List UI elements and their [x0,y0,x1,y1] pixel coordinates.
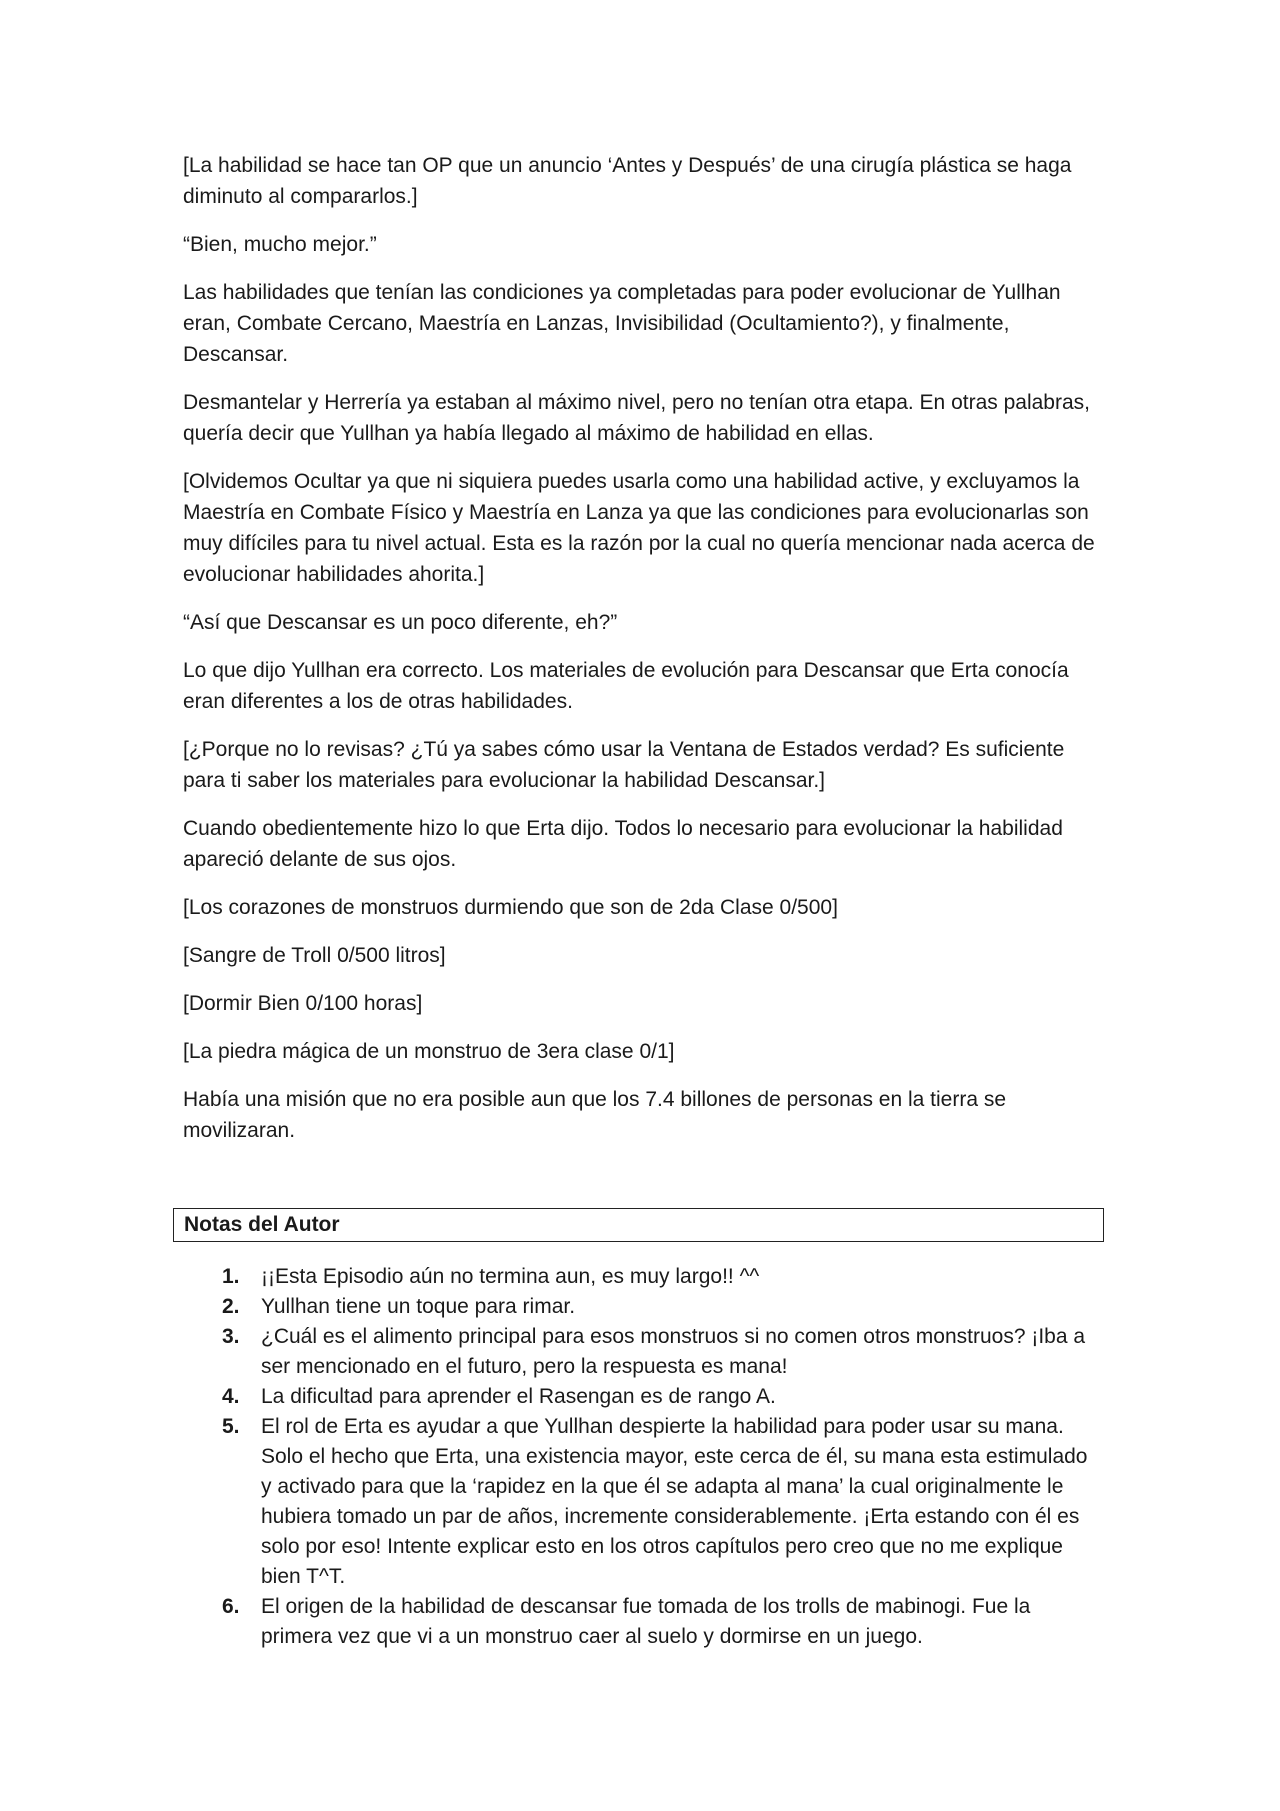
author-notes-list [222,1262,1102,1652]
list-item-text: ¡¡Esta Episodio aún no termina aun, es muy largo!! ^^ [261,1265,760,1288]
paragraph: [La habilidad se hace tan OP que un anuncio ‘Antes y Después’ de una cirugía plástica se haga diminuto al compararlos.] [183,154,1072,208]
list-item [222,1412,1102,1592]
list-number: 2. [222,1295,240,1318]
list-item [222,1262,1102,1292]
list-number: 6. [222,1595,240,1618]
paragraph: [¿Porque no lo revisas? ¿Tú ya sabes cómo usar la Ventana de Estados verdad? Es suficiente para ti saber los materiales para evolucionar la habilidad Descansar.] [183,738,1065,792]
list-number: 1. [222,1265,240,1288]
paragraph: Las habilidades que tenían las condiciones ya completadas para poder evolucionar de Yullhan eran, Combate Cercano, Maestría en Lanzas, Invisibilidad (Ocultamiento?), y finalmente, Descansar. [183,281,1061,366]
list-item-text: La dificultad para aprender el Rasengan es de rango A. [261,1385,776,1408]
paragraph: [Olvidemos Ocultar ya que ni siquiera puedes usarla como una habilidad active, y excluyamos la Maestría en Combate Físico y Maestría en Lanza ya que las condiciones para evolucionarlas son muy difíciles para tu nivel actual. Esta es la razón por la cual no quería mencionar nada acerca de evolucionar habilidades ahorita.] [183,470,1095,586]
list-item [222,1292,1102,1322]
author-notes-title: Notas del Autor [184,1213,340,1236]
paragraph: [Los corazones de monstruos durmiendo que son de 2da Clase 0/500] [183,896,838,919]
list-number: 3. [222,1325,240,1348]
paragraph: Cuando obedientemente hizo lo que Erta dijo. Todos lo necesario para evolucionar la habilidad apareció delante de sus ojos. [183,817,1063,871]
list-number: 5. [222,1415,240,1438]
author-notes-header [173,1208,1104,1242]
list-item-text: ¿Cuál es el alimento principal para esos monstruos si no comen otros monstruos? ¡Iba a ser mencionado en el futuro, pero la respuesta es mana! [261,1325,1086,1378]
list-item-text: Yullhan tiene un toque para rimar. [261,1295,576,1318]
list-item [222,1592,1102,1652]
list-item-text: El rol de Erta es ayudar a que Yullhan despierte la habilidad para poder usar su mana. Solo el hecho que Erta, una existencia mayor, este cerca de él, su mana esta estimulado y activado para que la ‘rapidez en la que él se adapta al mana’ la cual originalmente le hubiera tomado un par de años, incremente considerablemente. ¡Erta estando con él es solo por eso! Intente explicar esto en los otros capítulos pero creo que no me explique bien T^T. [261,1415,1088,1588]
paragraph: Había una misión que no era posible aun que los 7.4 billones de personas en la tierra se movilizaran. [183,1088,1007,1142]
paragraph: Desmantelar y Herrería ya estaban al máximo nivel, pero no tenían otra etapa. En otras palabras, quería decir que Yullhan ya había llegado al máximo de habilidad en ellas. [183,391,1090,445]
paragraph: “Así que Descansar es un poco diferente, eh?” [183,611,618,634]
paragraph: Lo que dijo Yullhan era correcto. Los materiales de evolución para Descansar que Erta conocía eran diferentes a los de otras habilidades. [183,659,1069,713]
paragraph: [Sangre de Troll 0/500 litros] [183,944,446,967]
list-number: 4. [222,1385,240,1408]
paragraph: [Dormir Bien 0/100 horas] [183,992,423,1015]
story-text [183,150,1108,1163]
list-item-text: El origen de la habilidad de descansar fue tomada de los trolls de mabinogi. Fue la primera vez que vi a un monstruo caer al suelo y dormirse en un juego. [261,1595,1031,1648]
list-item [222,1322,1102,1382]
list-item [222,1382,1102,1412]
paragraph: [La piedra mágica de un monstruo de 3era clase 0/1] [183,1040,675,1063]
paragraph: “Bien, mucho mejor.” [183,233,377,256]
